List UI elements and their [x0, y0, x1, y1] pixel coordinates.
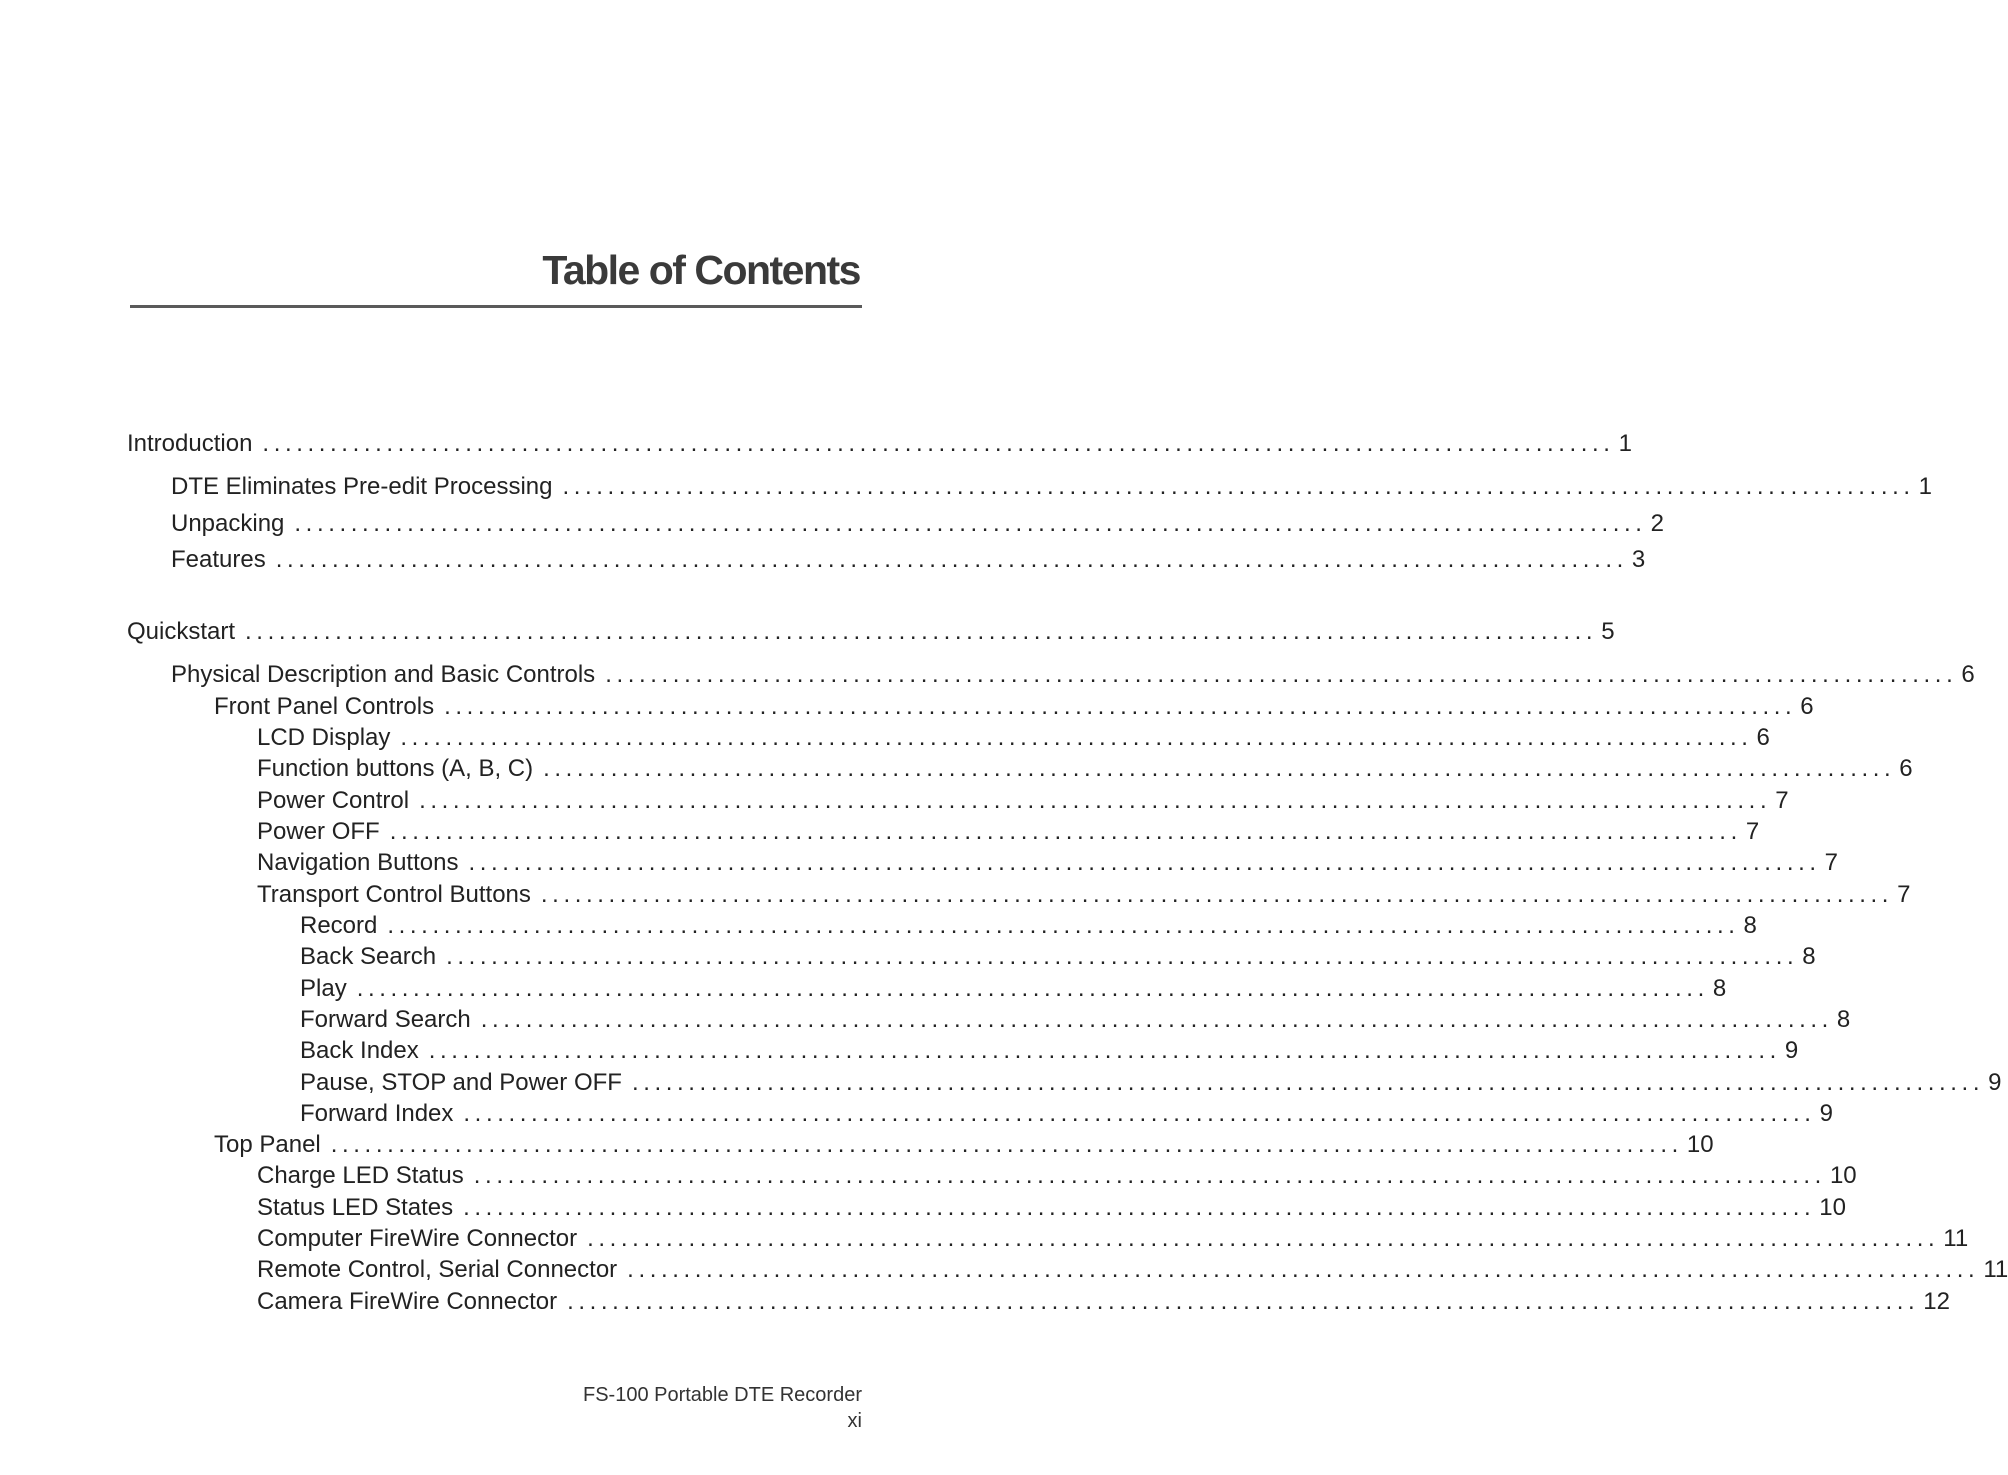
toc-entry-page-number: 9 [1784, 1037, 1799, 1064]
toc-entry-label: Charge LED Status [257, 1162, 464, 1189]
toc-entry[interactable] [214, 1131, 1714, 1159]
toc-entry-page-number: 11 [1983, 1256, 2008, 1283]
toc-entry-page-number: 2 [1650, 510, 1664, 537]
toc-entry[interactable] [257, 1288, 1950, 1316]
toc-entry-page-number: 8 [1743, 912, 1757, 939]
toc-entry-label: Remote Control, Serial Connector [257, 1256, 618, 1283]
toc-entry-page-number: 1 [1618, 430, 1632, 457]
dot-leader: ........................................................................................................................ [468, 849, 1821, 876]
footer-page-number: xi [847, 1410, 862, 1432]
toc-entry-label: Status LED States [257, 1194, 454, 1221]
toc-entry[interactable] [300, 975, 1727, 1003]
toc-entry[interactable] [257, 1194, 1846, 1222]
toc-entry-label: Record [300, 912, 378, 939]
dot-leader: ........................................................................................................................ [631, 1069, 1985, 1096]
dot-leader: ........................................................................................................................ [605, 661, 1958, 688]
toc-entry-label: Power OFF [257, 818, 380, 845]
dot-leader: ........................................................................................................................ [389, 818, 1742, 845]
toc-entry[interactable] [257, 849, 1838, 877]
toc-entry[interactable] [171, 473, 1932, 501]
dot-leader: ........................................................................................................................ [294, 510, 1647, 537]
toc-entry-label: Physical Description and Basic Controls [171, 661, 596, 688]
dot-leader: ........................................................................................................................ [330, 1131, 1683, 1158]
toc-entry[interactable] [257, 1225, 1969, 1253]
toc-entry[interactable] [257, 1256, 2008, 1284]
dot-leader: ........................................................................................................................ [444, 693, 1797, 720]
toc-entry-label: Back Search [300, 943, 437, 970]
toc-entry-page-number: 10 [1819, 1194, 1846, 1221]
toc-entry-page-number: 5 [1601, 618, 1615, 645]
toc-entry-label: Power Control [257, 787, 410, 814]
toc-entry-page-number: 6 [1899, 755, 1913, 782]
toc-entry-page-number: 8 [1802, 943, 1816, 970]
toc-entry-label: Pause, STOP and Power OFF [300, 1069, 622, 1096]
toc-entry[interactable] [300, 1037, 1799, 1065]
toc-entry-page-number: 9 [1988, 1069, 2002, 1096]
toc-entry-label: DTE Eliminates Pre-edit Processing [171, 473, 553, 500]
toc-entry[interactable] [300, 1100, 1833, 1128]
toc-entry[interactable] [300, 943, 1816, 971]
toc-entry[interactable] [300, 1069, 2002, 1097]
toc-entry-page-number: 8 [1712, 975, 1727, 1002]
dot-leader: ........................................................................................................................ [463, 1194, 1816, 1221]
toc-entry-label: Camera FireWire Connector [257, 1288, 558, 1315]
dot-leader: ........................................................................................................................ [587, 1225, 1940, 1252]
toc-entry-label: Function buttons (A, B, C) [257, 755, 534, 782]
footer-product-name: FS-100 Portable DTE Recorder [582, 1384, 862, 1406]
toc-entry[interactable] [300, 1006, 1851, 1034]
toc-entry-label: Back Index [300, 1037, 419, 1064]
toc-entry-label: LCD Display [257, 724, 391, 751]
toc-entry-label: Introduction [127, 430, 253, 457]
dot-leader: ........................................................................................................................ [387, 912, 1740, 939]
toc-entry-label: Unpacking [171, 510, 285, 537]
toc-entry-label: Navigation Buttons [257, 849, 459, 876]
toc-entry[interactable] [171, 510, 1664, 538]
toc-entry-page-number: 7 [1775, 787, 1789, 814]
dot-leader: ........................................................................................................................ [540, 881, 1894, 908]
toc-entry-page-number: 10 [1829, 1162, 1857, 1189]
toc-entry-page-number: 6 [1961, 661, 1975, 688]
dot-leader: ........................................................................................................................ [356, 975, 1709, 1002]
toc-entry-label: Quickstart [127, 618, 236, 645]
dot-leader: ........................................................................................................................ [480, 1006, 1833, 1033]
toc-entry[interactable] [257, 787, 1789, 815]
toc-entry-label: Forward Index [300, 1100, 454, 1127]
toc-entry-page-number: 7 [1824, 849, 1838, 876]
dot-leader: ........................................................................................................................ [473, 1162, 1826, 1189]
dot-leader: ........................................................................................................................ [446, 943, 1799, 970]
page-title: Table of Contents [542, 247, 860, 293]
toc-entry-label: Front Panel Controls [214, 693, 435, 720]
toc-entry[interactable] [214, 693, 1814, 721]
toc-entry-label: Computer FireWire Connector [257, 1225, 578, 1252]
dot-leader: ........................................................................................................................ [262, 430, 1615, 457]
toc-entry-page-number: 9 [1819, 1100, 1833, 1127]
toc-entry[interactable] [257, 755, 1913, 783]
toc-entry-page-number: 6 [1756, 724, 1770, 751]
toc-entry-page-number: 12 [1923, 1288, 1950, 1315]
dot-leader: ........................................................................................................................ [275, 546, 1628, 573]
toc-entry-page-number: 11 [1943, 1225, 1969, 1252]
toc-entry-page-number: 1 [1918, 473, 1932, 500]
toc-entry[interactable] [127, 618, 1615, 646]
toc-entry-label: Forward Search [300, 1006, 471, 1033]
dot-leader: ........................................................................................................................ [400, 724, 1753, 751]
toc-entry[interactable] [257, 1162, 1857, 1190]
dot-leader: ........................................................................................................................ [463, 1100, 1816, 1127]
toc-entry[interactable] [257, 818, 1760, 846]
dot-leader: ........................................................................................................................ [567, 1288, 1920, 1315]
dot-leader: ........................................................................................................................ [428, 1037, 1781, 1064]
page-footer [583, 1382, 862, 1434]
toc-entry-page-number: 6 [1800, 693, 1814, 720]
dot-leader: ........................................................................................................................ [543, 755, 1896, 782]
toc-entry[interactable] [171, 661, 1975, 689]
toc-entry[interactable] [127, 430, 1632, 458]
toc-entry-label: Features [171, 546, 266, 573]
toc-entry[interactable] [300, 912, 1757, 940]
dot-leader: ........................................................................................................................ [627, 1256, 1980, 1283]
dot-leader: ........................................................................................................................ [419, 787, 1772, 814]
dot-leader: ........................................................................................................................ [245, 618, 1598, 645]
toc-entry-page-number: 7 [1745, 818, 1760, 845]
toc-entry-page-number: 10 [1686, 1131, 1714, 1158]
toc-entry-page-number: 3 [1631, 546, 1646, 573]
toc-entry-page-number: 8 [1836, 1006, 1851, 1033]
toc-entry-page-number: 7 [1897, 881, 1911, 908]
toc-entry-label: Transport Control Buttons [257, 881, 531, 908]
toc-entry[interactable] [257, 724, 1770, 752]
toc-entry[interactable] [257, 881, 1911, 909]
dot-leader: ........................................................................................................................ [562, 473, 1915, 500]
toc-entry-label: Top Panel [214, 1131, 321, 1158]
toc-entry-label: Play [300, 975, 347, 1002]
toc-entry[interactable] [171, 546, 1646, 574]
